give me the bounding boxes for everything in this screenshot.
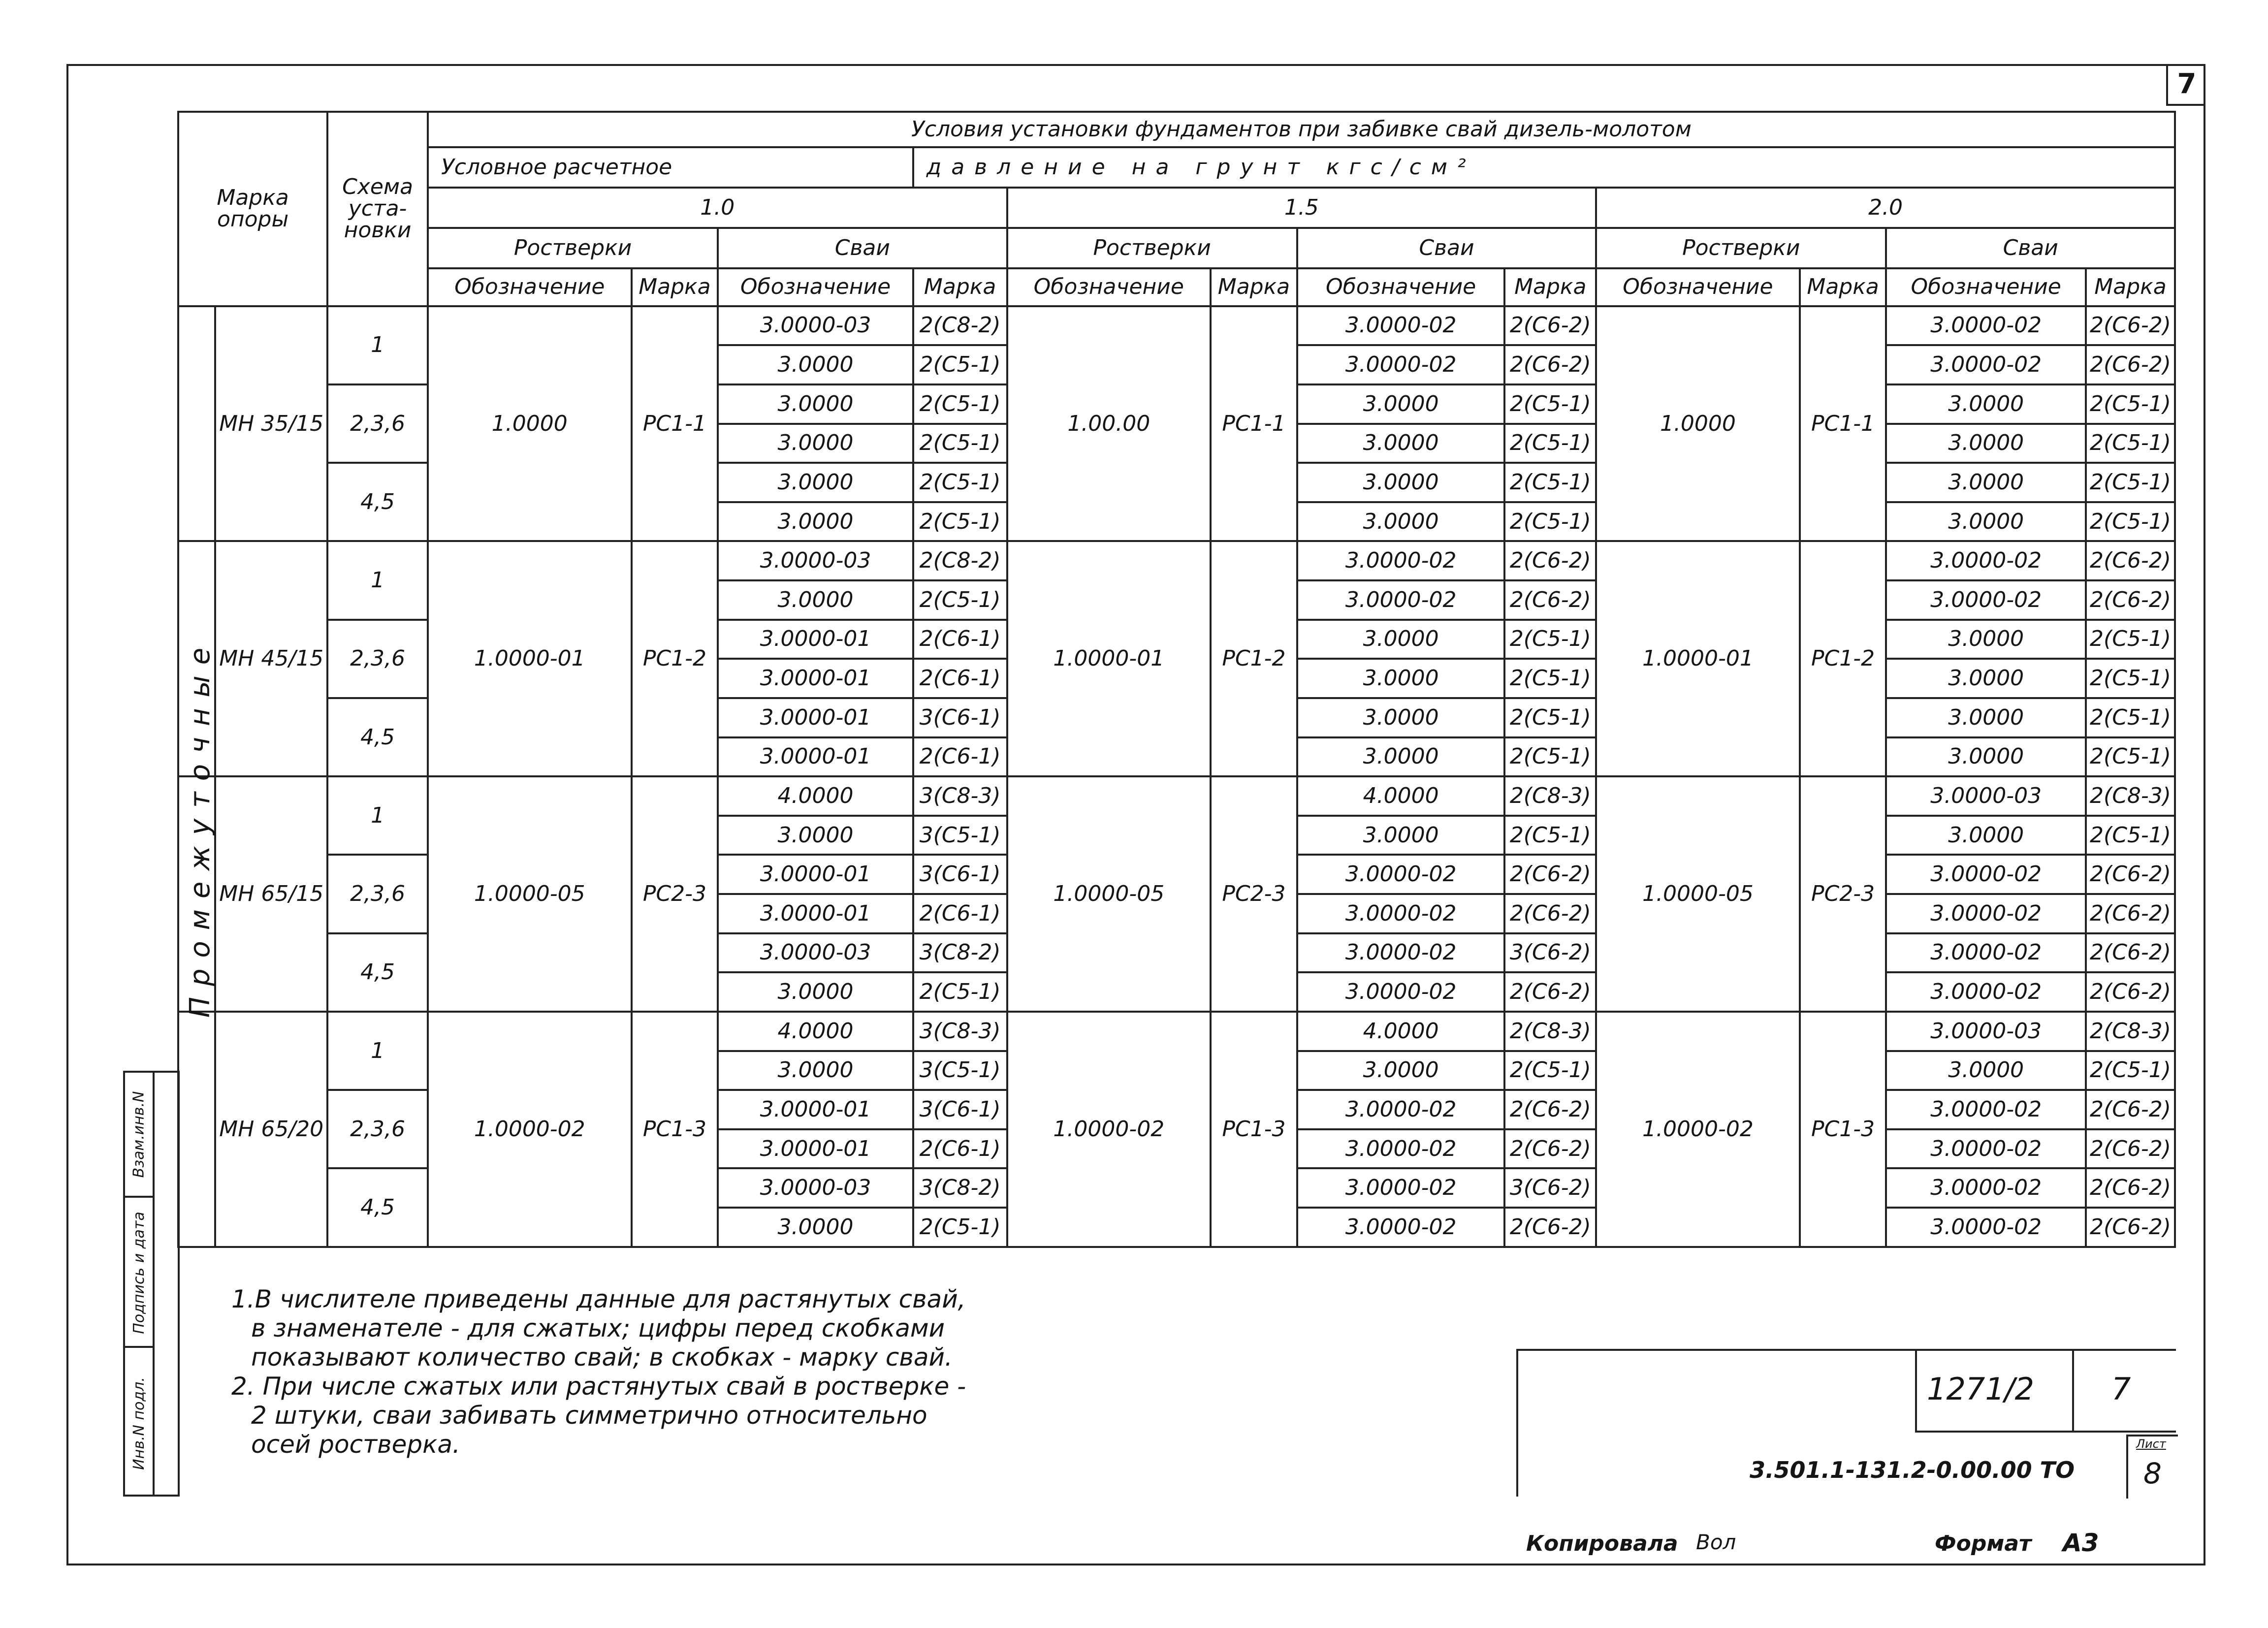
pile-mark: 2(С6-2)	[1504, 580, 1596, 620]
rostverk-designation: 1.0000	[428, 306, 632, 542]
rostverk-mark: РС1-3	[632, 1012, 718, 1247]
support-mark: МН 65/20	[215, 1012, 327, 1247]
col-header-marka: Марка опоры	[178, 112, 327, 306]
pile-designation: 4.0000	[718, 1012, 913, 1051]
pile-mark: 2(С5-1)	[2086, 659, 2175, 698]
pile-designation: 3.0000	[718, 424, 913, 463]
scheme-cell: 4,5	[327, 1168, 428, 1247]
designation-header: Обозначение	[1886, 268, 2086, 306]
pile-designation: 3.0000-02	[1297, 345, 1505, 384]
pile-mark: 3(С6-1)	[913, 1090, 1007, 1129]
pile-designation: 3.0000-02	[1886, 306, 2086, 346]
note-line: в знаменателе - для сжатых; цифры перед скобками	[251, 1314, 945, 1342]
pile-designation: 3.0000	[718, 463, 913, 502]
pile-mark: 2(С6-2)	[2086, 306, 2175, 346]
pile-mark: 2(С6-2)	[2086, 972, 2175, 1012]
pile-designation: 3.0000-01	[718, 894, 913, 933]
rostverki-header: Ростверки	[428, 228, 718, 268]
pile-designation: 3.0000-02	[1297, 972, 1505, 1012]
pile-designation: 3.0000-02	[1297, 1090, 1505, 1129]
pile-designation: 3.0000	[718, 502, 913, 542]
pile-mark: 2(С5-1)	[913, 463, 1007, 502]
scheme-cell: 1	[327, 1012, 428, 1090]
pile-designation: 4.0000	[718, 776, 913, 816]
pile-mark: 2(С5-1)	[1504, 698, 1596, 737]
format-value: А3	[2063, 1529, 2099, 1557]
rostverk-mark: РС1-1	[1800, 306, 1886, 542]
inventory-box	[1915, 1349, 2176, 1433]
copied-label: Копировала	[1526, 1531, 1678, 1556]
pile-mark: 3(С6-2)	[1504, 1168, 1596, 1208]
rostverk-mark: РС2-3	[1211, 776, 1297, 1012]
pile-mark: 2(С5-1)	[2086, 384, 2175, 424]
support-mark: МН 65/15	[215, 776, 327, 1012]
pile-designation: 3.0000	[1886, 698, 2086, 737]
scheme-cell: 2,3,6	[327, 855, 428, 933]
designation-header: Обозначение	[1297, 268, 1505, 306]
pile-mark: 2(С6-2)	[2086, 345, 2175, 384]
pile-mark: 2(С6-1)	[913, 894, 1007, 933]
pile-mark: 2(С5-1)	[2086, 737, 2175, 777]
pile-designation: 3.0000-03	[1886, 776, 2086, 816]
inventory-number: 1271/2	[1927, 1371, 2035, 1407]
pile-designation: 3.0000	[718, 1051, 913, 1090]
scheme-cell: 2,3,6	[327, 384, 428, 463]
mark-header: Марка	[1211, 268, 1297, 306]
rostverki-header: Ростверки	[1596, 228, 1886, 268]
designation-header: Обозначение	[1007, 268, 1211, 306]
pile-mark: 2(С5-1)	[2086, 620, 2175, 659]
pile-mark: 2(С6-2)	[1504, 345, 1596, 384]
rostverk-mark: РС2-3	[1800, 776, 1886, 1012]
col-header-scheme: Схема уста-новки	[327, 112, 428, 306]
stamp-inventory: Инв.N подл.	[125, 1346, 153, 1499]
pressure-1-5: 1.5	[1007, 188, 1597, 228]
pile-mark: 2(С5-1)	[913, 972, 1007, 1012]
pile-mark: 3(С8-3)	[913, 1012, 1007, 1051]
pile-mark: 3(С8-2)	[913, 933, 1007, 973]
pile-designation: 3.0000-02	[1297, 580, 1505, 620]
left-stamp	[123, 1071, 180, 1497]
scheme-cell: 1	[327, 541, 428, 619]
scheme-cell: 1	[327, 776, 428, 855]
pile-designation: 3.0000	[718, 384, 913, 424]
pile-mark: 2(С5-1)	[913, 502, 1007, 542]
rostverk-designation: 1.0000-05	[1596, 776, 1800, 1012]
pile-designation: 3.0000	[718, 1208, 913, 1247]
pile-designation: 3.0000-01	[718, 659, 913, 698]
pile-mark: 2(С8-3)	[2086, 1012, 2175, 1051]
pile-designation: 3.0000	[718, 345, 913, 384]
pile-designation: 3.0000-02	[1297, 1129, 1505, 1169]
rostverk-mark: РС1-2	[1800, 541, 1886, 776]
pile-mark: 2(С6-2)	[1504, 1090, 1596, 1129]
pile-mark: 2(С8-3)	[1504, 1012, 1596, 1051]
pile-mark: 2(С5-1)	[1504, 737, 1596, 777]
page-corner-number: 7	[2166, 64, 2205, 106]
pile-designation: 3.0000-03	[718, 1168, 913, 1208]
pile-mark: 2(С5-1)	[2086, 1051, 2175, 1090]
pile-mark: 2(С8-3)	[2086, 776, 2175, 816]
designation-header: Обозначение	[428, 268, 632, 306]
pile-mark: 3(С6-2)	[1504, 933, 1596, 973]
rostverk-mark: РС1-3	[1800, 1012, 1886, 1247]
pile-designation: 3.0000-02	[1886, 580, 2086, 620]
pile-designation: 3.0000	[1886, 1051, 2086, 1090]
pile-designation: 3.0000	[1886, 463, 2086, 502]
pile-designation: 3.0000	[1886, 816, 2086, 855]
pile-mark: 3(С6-1)	[913, 698, 1007, 737]
pile-mark: 2(С6-2)	[1504, 541, 1596, 580]
side-label-cell	[178, 306, 215, 542]
rostverki-header: Ростверки	[1007, 228, 1297, 268]
pile-designation: 3.0000-01	[718, 1090, 913, 1129]
rostverk-designation: 1.0000-01	[1007, 541, 1211, 776]
pressure-1-0: 1.0	[428, 188, 1007, 228]
pile-mark: 2(С6-1)	[913, 1129, 1007, 1169]
rostverk-mark: РС1-1	[1211, 306, 1297, 542]
pile-mark: 2(С5-1)	[2086, 424, 2175, 463]
support-mark: МН 45/15	[215, 541, 327, 776]
pile-designation: 3.0000	[1886, 502, 2086, 542]
pile-mark: 2(С6-2)	[2086, 1168, 2175, 1208]
pile-designation: 3.0000	[718, 580, 913, 620]
pile-designation: 3.0000-02	[1886, 1208, 2086, 1247]
pile-designation: 3.0000-01	[718, 737, 913, 777]
pile-mark: 2(С8-2)	[913, 306, 1007, 346]
pile-designation: 3.0000-01	[718, 698, 913, 737]
side-label-cell	[178, 1012, 215, 1247]
pile-designation: 3.0000	[718, 972, 913, 1012]
pile-mark: 3(С6-1)	[913, 855, 1007, 894]
pile-designation: 3.0000	[1297, 424, 1505, 463]
notes	[231, 1285, 1191, 1459]
pile-designation: 3.0000	[1297, 659, 1505, 698]
scheme-cell: 1	[327, 306, 428, 384]
rostverk-designation: 1.0000	[1596, 306, 1800, 542]
side-label: Промежуточные	[184, 637, 217, 1018]
pile-mark: 2(С6-2)	[2086, 580, 2175, 620]
pile-designation: 3.0000	[1297, 698, 1505, 737]
note-line: 1.В числителе приведены данные для растянутых свай,	[231, 1285, 966, 1313]
pile-designation: 3.0000-02	[1886, 1168, 2086, 1208]
pile-mark: 2(С6-2)	[2086, 855, 2175, 894]
designation-header: Обозначение	[1596, 268, 1800, 306]
pile-mark: 2(С5-1)	[913, 580, 1007, 620]
pile-designation: 3.0000-02	[1886, 972, 2086, 1012]
pile-designation: 3.0000-02	[1886, 541, 2086, 580]
pile-designation: 3.0000-02	[1886, 933, 2086, 973]
stamp-replace: Взам.инв.N	[130, 1091, 148, 1178]
pile-mark: 2(С5-1)	[1504, 463, 1596, 502]
pile-mark: 2(С5-1)	[1504, 384, 1596, 424]
pile-designation: 3.0000-02	[1886, 855, 2086, 894]
pile-mark: 2(С8-3)	[1504, 776, 1596, 816]
pile-mark: 2(С6-2)	[1504, 894, 1596, 933]
pile-mark: 2(С6-1)	[913, 659, 1007, 698]
scheme-cell: 2,3,6	[327, 620, 428, 698]
pile-mark: 2(С6-2)	[1504, 972, 1596, 1012]
pile-mark: 2(С5-1)	[1504, 502, 1596, 542]
pile-designation: 3.0000-02	[1886, 1129, 2086, 1169]
document-code: 3.501.1-131.2-0.00.00 ТО	[1750, 1457, 2075, 1483]
conditions-title: Условия установки фундаментов при забивке свай дизель-молотом	[428, 112, 2175, 147]
list-label: Лист	[2136, 1437, 2166, 1451]
designation-header: Обозначение	[718, 268, 913, 306]
scheme-cell: 4,5	[327, 933, 428, 1012]
pile-designation: 3.0000-03	[718, 306, 913, 346]
note-line: 2 штуки, сваи забивать симметрично относительно	[251, 1401, 927, 1430]
pile-designation: 3.0000	[718, 816, 913, 855]
pile-designation: 3.0000	[1297, 620, 1505, 659]
rostverk-designation: 1.0000-02	[1596, 1012, 1800, 1247]
pile-mark: 3(С5-1)	[913, 816, 1007, 855]
pile-designation: 4.0000	[1297, 1012, 1505, 1051]
pile-mark: 2(С6-1)	[913, 620, 1007, 659]
rostverk-mark: РС1-2	[1211, 541, 1297, 776]
pile-designation: 3.0000-02	[1297, 1168, 1505, 1208]
stamp-signature: Подпись и дата	[125, 1196, 153, 1348]
pile-mark: 2(С5-1)	[2086, 816, 2175, 855]
pile-designation: 3.0000	[1297, 384, 1505, 424]
mark-header: Марка	[1800, 268, 1886, 306]
pile-designation: 3.0000-02	[1297, 894, 1505, 933]
pressure-label: Условное расчетное	[428, 147, 913, 188]
pile-mark: 2(С6-2)	[2086, 933, 2175, 973]
rostverk-designation: 1.00.00	[1007, 306, 1211, 542]
pile-designation: 3.0000-01	[718, 1129, 913, 1169]
pile-mark: 2(С5-1)	[2086, 502, 2175, 542]
pressure-2-0: 2.0	[1596, 188, 2175, 228]
pile-mark: 2(С5-1)	[2086, 698, 2175, 737]
svai-header: Сваи	[1297, 228, 1596, 268]
pile-mark: 2(С6-2)	[2086, 1208, 2175, 1247]
pile-designation: 3.0000-01	[718, 855, 913, 894]
inventory-sheet: 7	[2111, 1371, 2131, 1407]
pile-designation: 3.0000	[1297, 1051, 1505, 1090]
pile-designation: 3.0000-02	[1297, 1208, 1505, 1247]
pile-mark: 3(С5-1)	[913, 1051, 1007, 1090]
scheme-cell: 4,5	[327, 463, 428, 541]
pile-mark: 2(С5-1)	[913, 384, 1007, 424]
pile-designation: 3.0000	[1297, 737, 1505, 777]
pile-mark: 2(С6-2)	[1504, 1129, 1596, 1169]
pile-mark: 2(С5-1)	[913, 424, 1007, 463]
pile-mark: 2(С6-2)	[2086, 894, 2175, 933]
pile-mark: 2(С5-1)	[1504, 659, 1596, 698]
pile-designation: 3.0000	[1886, 737, 2086, 777]
pile-designation: 3.0000	[1886, 384, 2086, 424]
pile-mark: 2(С6-2)	[1504, 855, 1596, 894]
pile-designation: 4.0000	[1297, 776, 1505, 816]
pile-designation: 3.0000	[1297, 816, 1505, 855]
pile-designation: 3.0000-02	[1886, 345, 2086, 384]
pile-mark: 3(С8-3)	[913, 776, 1007, 816]
mark-header: Марка	[1504, 268, 1596, 306]
pile-designation: 3.0000-03	[1886, 1012, 2086, 1051]
mark-header: Марка	[2086, 268, 2175, 306]
pile-mark: 2(С5-1)	[1504, 816, 1596, 855]
pile-designation: 3.0000	[1297, 463, 1505, 502]
pile-mark: 2(С5-1)	[1504, 620, 1596, 659]
pile-mark: 2(С6-2)	[2086, 541, 2175, 580]
rostverk-mark: РС2-3	[632, 776, 718, 1012]
signature: Вол	[1696, 1530, 1736, 1554]
scheme-cell: 2,3,6	[327, 1090, 428, 1168]
rostverk-designation: 1.0000-02	[428, 1012, 632, 1247]
pile-mark: 2(С6-2)	[2086, 1090, 2175, 1129]
support-mark: МН 35/15	[215, 306, 327, 542]
rostverk-mark: РС1-2	[632, 541, 718, 776]
rostverk-mark: РС1-3	[1211, 1012, 1297, 1247]
pile-designation: 3.0000-02	[1886, 1090, 2086, 1129]
rostverk-designation: 1.0000-05	[1007, 776, 1211, 1012]
pile-designation: 3.0000-02	[1297, 933, 1505, 973]
pile-mark: 2(С5-1)	[913, 1208, 1007, 1247]
format-label: Формат	[1935, 1531, 2032, 1556]
note-line: осей ростверка.	[251, 1430, 460, 1459]
pressure-title: давление на грунт кгс/см²	[913, 147, 2175, 188]
pile-designation: 3.0000	[1886, 620, 2086, 659]
pile-designation: 3.0000	[1886, 424, 2086, 463]
pile-designation: 3.0000-02	[1297, 855, 1505, 894]
pile-designation: 3.0000-03	[718, 933, 913, 973]
pile-mark: 2(С5-1)	[1504, 1051, 1596, 1090]
pile-mark: 2(С5-1)	[913, 345, 1007, 384]
pile-designation: 3.0000-01	[718, 620, 913, 659]
foundation-table	[177, 111, 2176, 1248]
pile-mark: 2(С5-1)	[1504, 424, 1596, 463]
rostverk-designation: 1.0000-02	[1007, 1012, 1211, 1247]
pile-designation: 3.0000-02	[1886, 894, 2086, 933]
mark-header: Марка	[913, 268, 1007, 306]
pile-mark: 2(С8-2)	[913, 541, 1007, 580]
pile-mark: 2(С6-2)	[2086, 1129, 2175, 1169]
sheet-number: 8	[2143, 1457, 2162, 1490]
pile-designation: 3.0000-02	[1297, 306, 1505, 346]
pile-designation: 3.0000-02	[1297, 541, 1505, 580]
scheme-cell: 4,5	[327, 698, 428, 776]
note-line: показывают количество свай; в скобках - марку свай.	[251, 1343, 953, 1372]
svai-header: Сваи	[718, 228, 1007, 268]
mark-header: Марка	[632, 268, 718, 306]
rostverk-designation: 1.0000-05	[428, 776, 632, 1012]
note-line: 2. При числе сжатых или растянутых свай в ростверке -	[231, 1372, 966, 1401]
pile-mark: 2(С6-2)	[1504, 306, 1596, 346]
rostverk-designation: 1.0000-01	[1596, 541, 1800, 776]
pile-mark: 2(С5-1)	[2086, 463, 2175, 502]
pile-designation: 3.0000-03	[718, 541, 913, 580]
pile-mark: 2(С6-2)	[1504, 1208, 1596, 1247]
pile-designation: 3.0000	[1886, 659, 2086, 698]
pile-designation: 3.0000	[1297, 502, 1505, 542]
pile-mark: 2(С6-1)	[913, 737, 1007, 777]
rostverk-mark: РС1-1	[632, 306, 718, 542]
rostverk-designation: 1.0000-01	[428, 541, 632, 776]
svai-header: Сваи	[1886, 228, 2175, 268]
pile-mark: 3(С8-2)	[913, 1168, 1007, 1208]
